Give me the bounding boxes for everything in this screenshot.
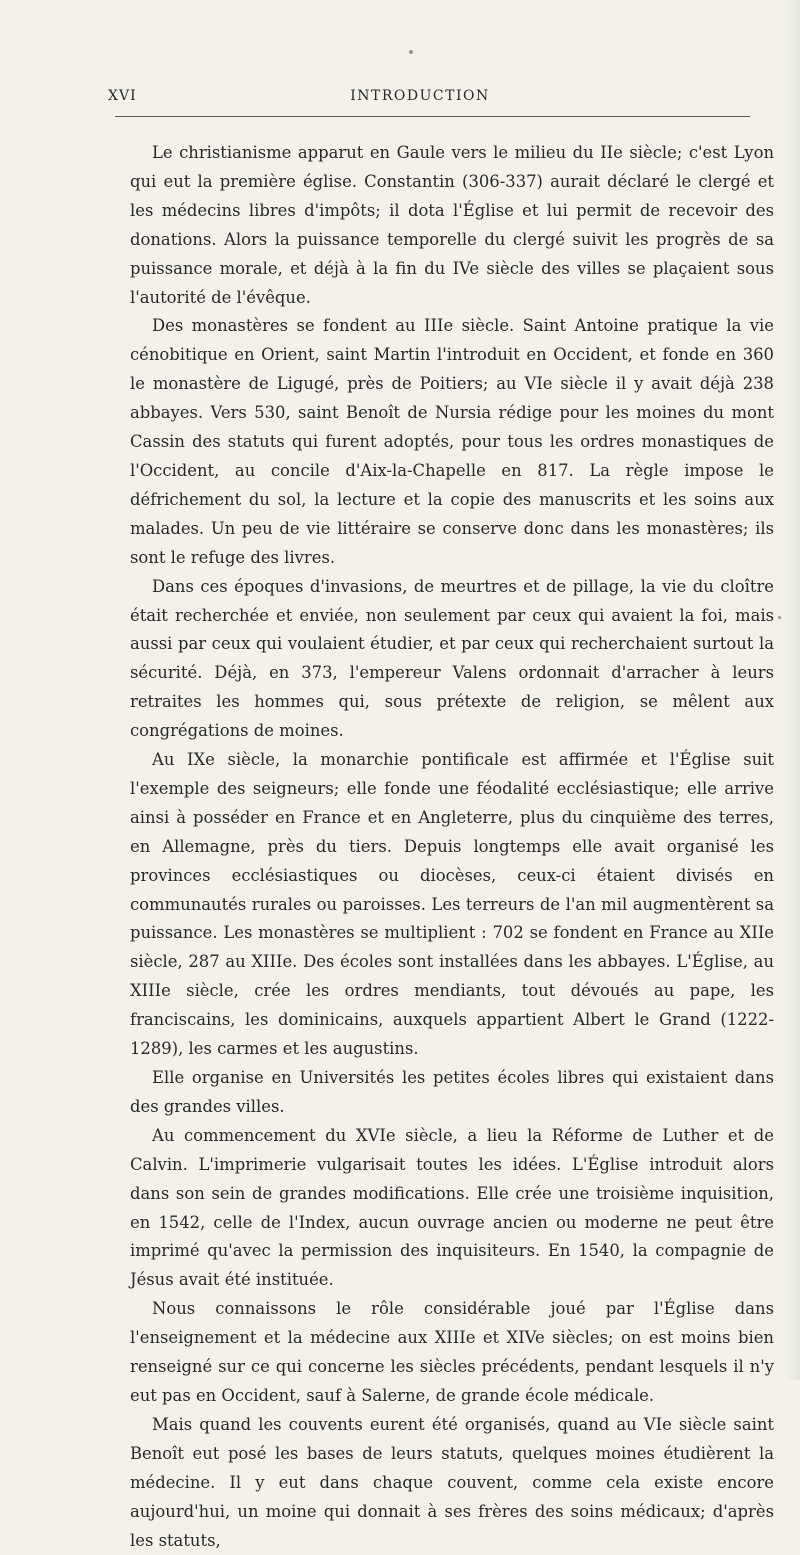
body-text (130, 139, 774, 1555)
paragraph: Au IXe siècle, la monarchie pontificale est affirmée et l'Église suit l'exemple des seigneurs; elle fonde une féodalité ecclésiastique; elle arrive ainsi à posséder en France et en Angleterre, plus du cinquième des terres, en Allemagne, près du tiers. Depuis longtemps elle avait organisé les provinces ecclésiastiques ou diocèses, ceux-ci étaient divisés en communautés rurales ou paroisses. Les terreurs de l'an mil augmentèrent sa puissance. Les monastères se multiplient : 702 se fondent en France au XIIe siècle, 287 au XIIIe. Des écoles sont installées dans les abbayes. L'Église, au XIIIe siècle, crée les ordres mendiants, tout dévoués au pape, les franciscains, les dominicains, auxquels appartient Albert le Grand (1222-1289), les carmes et les augustins. (130, 750, 774, 1059)
page-number: XVI (108, 88, 137, 104)
paragraph: Elle organise en Universités les petites écoles libres qui existaient dans des grandes villes. (130, 1068, 774, 1116)
print-speck (778, 616, 781, 619)
page-edge-shadow (786, 0, 800, 1380)
paragraph: Nous connaissons le rôle considérable joué par l'Église dans l'enseignement et la médecine aux XIIIe et XIVe siècles; on est moins bien renseigné sur ce qui concerne les siècles précédents, pendant lesquels il n'y eut pas en Occident, sauf à Salerne, de grande école médicale. (130, 1299, 774, 1405)
paragraph: Des monastères se fondent au IIIe siècle. Saint Antoine pratique la vie cénobitique en Orient, saint Martin l'introduit en Occident, et fonde en 360 le monastère de Ligugé, près de Poitiers; au VIe siècle il y avait déjà 238 abbayes. Vers 530, saint Benoît de Nursia rédige pour les moines du mont Cassin des statuts qui furent adoptés, pour tous les ordres monastiques de l'Occident, au concile d'Aix-la-Chapelle en 817. La règle impose le défrichement du sol, la lecture et la copie des manuscrits et les soins aux malades. Un peu de vie littéraire se conserve donc dans les monastères; ils sont le refuge des livres. (130, 316, 774, 567)
paragraph: Au commencement du XVIe siècle, a lieu la Réforme de Luther et de Calvin. L'imprimerie vulgarisait toutes les idées. L'Église introduit alors dans son sein de grandes modifications. Elle crée une troisième inquisition, en 1542, celle de l'Index, aucun ouvrage ancien ou moderne ne peut être imprimé qu'avec la permission des inquisiteurs. En 1540, la compagnie de Jésus avait été instituée. (130, 1125, 774, 1290)
paragraph: Mais quand les couvents eurent été organisés, quand au VIe siècle saint Benoît eut posé les bases de leurs statuts, quelques moines étudièrent la médecine. Il y eut dans chaque couvent, comme cela existe encore aujourd'hui, un moine qui donnait à ses frères des soins médicaux; d'après les statuts, (130, 1414, 774, 1550)
header-rule (115, 116, 750, 117)
print-speck (409, 50, 413, 54)
page-header (80, 88, 760, 118)
paragraph: Le christianisme apparut en Gaule vers le milieu du IIe siècle; c'est Lyon qui eut la première église. Constantin (306-337) aurait déclaré le clergé et les médecins libres d'impôts; il dota l'Église et lui permit de recevoir des donations. Alors la puissance temporelle du clergé suivit les progrès de sa puissance morale, et déjà à la fin du IVe siècle des villes se plaçaient sous l'autorité de l'évêque. (130, 143, 774, 307)
paragraph: Dans ces époques d'invasions, de meurtres et de pillage, la vie du cloître était recherchée et enviée, non seulement par ceux qui avaient la foi, mais aussi par ceux qui voulaient étudier, et par ceux qui recherchaient surtout la sécurité. Déjà, en 373, l'empereur Valens ordonnait d'arracher à leurs retraites les hommes qui, sous prétexte de religion, se mêlent aux congrégations de moines. (130, 576, 774, 741)
running-title: INTRODUCTION (350, 88, 490, 104)
